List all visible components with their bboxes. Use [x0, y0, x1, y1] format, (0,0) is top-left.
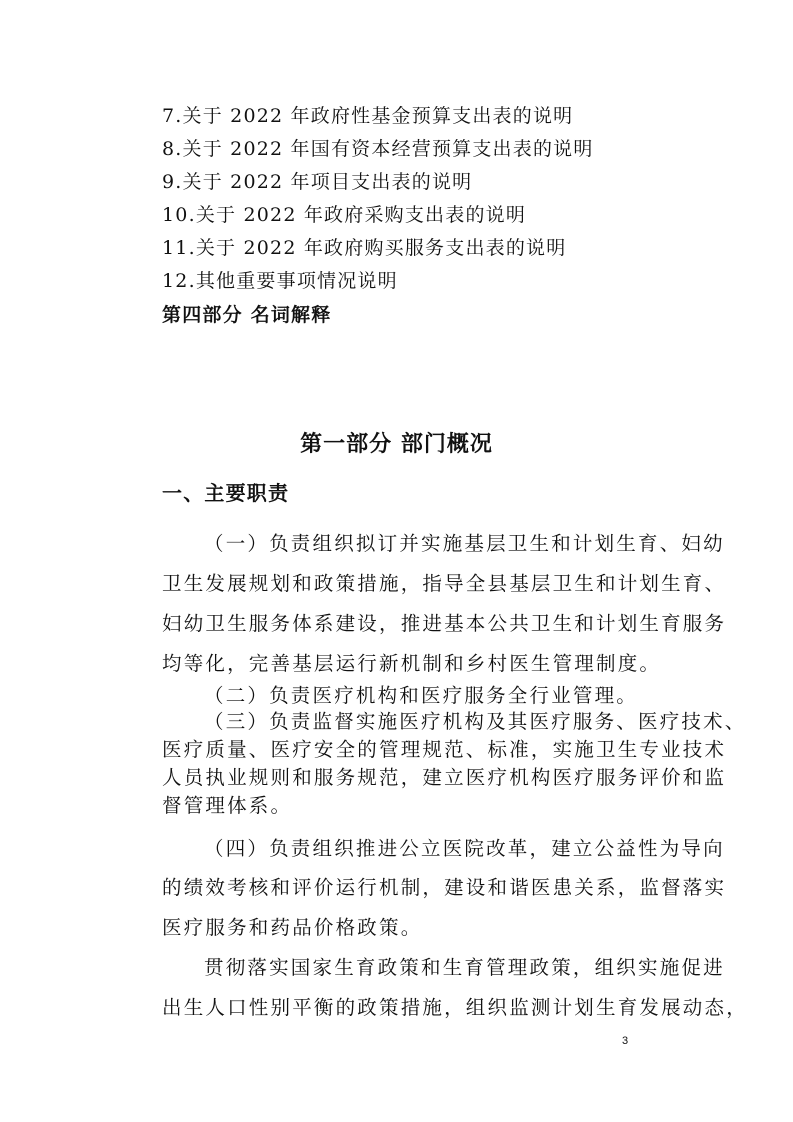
body-line: 人员执业规则和服务规范，建立医疗机构医疗服务评价和监 [162, 766, 727, 789]
toc-item-7: 7.关于 2022 年政府性基金预算支出表的说明 [162, 105, 574, 127]
body-line: 出生人口性别平衡的政策措施，组织监测计划生育发展动态， [162, 996, 748, 1019]
body-line: 的绩效考核和评价运行机制，建设和谐医患关系，监督落实 [162, 876, 727, 899]
toc-item-10: 10.关于 2022 年政府采购支出表的说明 [162, 204, 527, 226]
body-line: 督管理体系。 [162, 794, 293, 817]
body-line: 医疗质量、医疗安全的管理规范、标准，实施卫生专业技术 [162, 738, 727, 761]
toc-item-11: 11.关于 2022 年政府购买服务支出表的说明 [162, 237, 567, 259]
body-line: 医疗服务和药品价格政策。 [162, 916, 423, 939]
body-line: 均等化，完善基层运行新机制和乡村医生管理制度。 [162, 652, 662, 675]
toc-item-8: 8.关于 2022 年国有资本经营预算支出表的说明 [162, 138, 594, 160]
body-line: 卫生发展规划和政策措施，指导全县基层卫生和计划生育、 [162, 572, 727, 595]
toc-part-four: 第四部分 名词解释 [162, 304, 332, 326]
body-line: （二）负责医疗机构和医疗服务全行业管理。 [204, 684, 639, 707]
body-line: （三）负责监督实施医疗机构及其医疗服务、医疗技术、 [204, 710, 747, 733]
page-number: 3 [622, 1035, 629, 1047]
toc-item-9: 9.关于 2022 年项目支出表的说明 [162, 171, 473, 193]
body-line: 贯彻落实国家生育政策和生育管理政策，组织实施促进 [204, 956, 725, 979]
section-heading: 一、主要职责 [162, 481, 290, 505]
body-line: （四）负责组织推进公立医院改革，建立公益性为导向 [204, 837, 725, 860]
body-line: （一）负责组织拟订并实施基层卫生和计划生育、妇幼 [204, 532, 725, 555]
section-title: 第一部分 部门概况 [300, 432, 493, 457]
toc-item-12: 12.其他重要事项情况说明 [162, 270, 398, 292]
body-line: 妇幼卫生服务体系建设，推进基本公共卫生和计划生育服务 [162, 612, 727, 635]
